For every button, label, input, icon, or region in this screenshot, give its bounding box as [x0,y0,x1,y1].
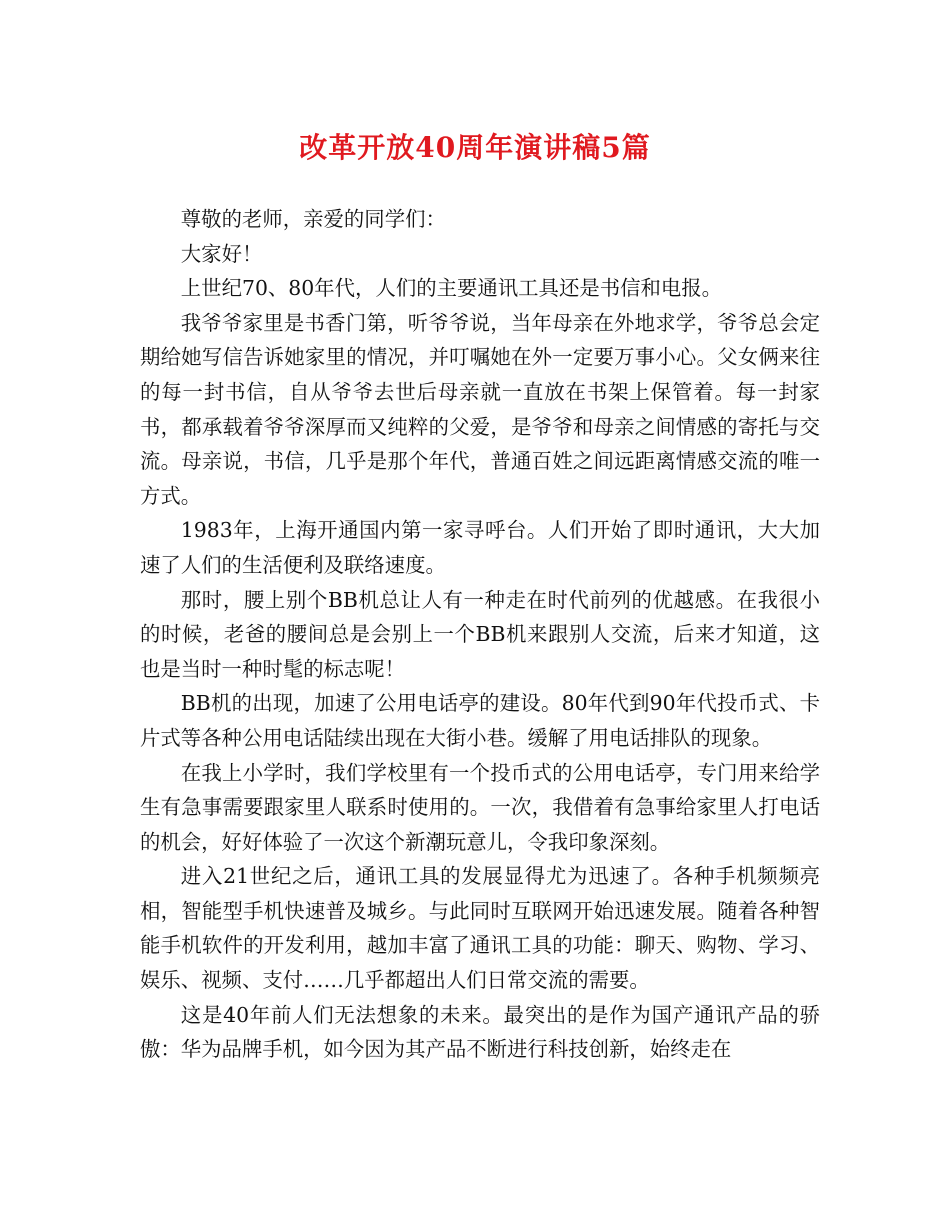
paragraph: BB机的出现，加速了公用电话亭的建设。80年代到90年代投币式、卡片式等各种公用电话陆续出现在大街小巷。缓解了用电话排队的现象。 [140,691,820,750]
paragraph: 那时，腰上别个BB机总让人有一种走在时代前列的优越感。在我很小的时候，老爸的腰间总是会别上一个BB机来跟别人交流，后来才知道，这也是当时一种时髦的标志呢！ [140,587,820,681]
document-title: 改革开放40周年演讲稿5篇 [299,131,651,164]
paragraph: 进入21世纪之后，通讯工具的发展显得尤为迅速了。各种手机频频亮相，智能型手机快速普及城乡。与此同时互联网开始迅速发展。随着各种智能手机软件的开发利用，越加丰富了通讯工具的功能：聊天、购物、学习、娱乐、视频、支付……几乎都超出人们日常交流的需要。 [140,864,820,993]
paragraph: 上世纪70、80年代，人们的主要通讯工具还是书信和电报。 [180,276,723,301]
paragraph: 我爷爷家里是书香门第，听爷爷说，当年母亲在外地求学，爷爷总会定期给她写信告诉她家里的情况，并叮嘱她在外一定要万事小心。父女俩来往的每一封书信，自从爷爷去世后母亲就一直放在书架上保管着。每一封家书，都承载着爷爷深厚而又纯粹的父爱，是爷爷和母亲之间情感的寄托与交流。母亲说，书信，几乎是那个年代，普通百姓之间远距离情感交流的唯一方式。 [140,310,820,508]
paragraph: 1983年，上海开通国内第一家寻呼台。人们开始了即时通讯，大大加速了人们的生活便利及联络速度。 [140,518,820,577]
document-body [140,202,820,1067]
paragraph-salutation: 尊敬的老师，亲爱的同学们： [180,207,446,231]
paragraph-greeting: 大家好！ [180,241,263,266]
paragraph: 这是40年前人们无法想象的未来。最突出的是作为国产通讯产品的骄傲：华为品牌手机，如今因为其产品不断进行科技创新，始终走在 [140,1002,820,1062]
paragraph: 在我上小学时，我们学校里有一个投币式的公用电话亭，专门用来给学生有急事需要跟家里人联系时使用的。一次，我借着有急事给家里人打电话的机会，好好体验了一次这个新潮玩意儿，令我印象深刻。 [140,760,820,854]
